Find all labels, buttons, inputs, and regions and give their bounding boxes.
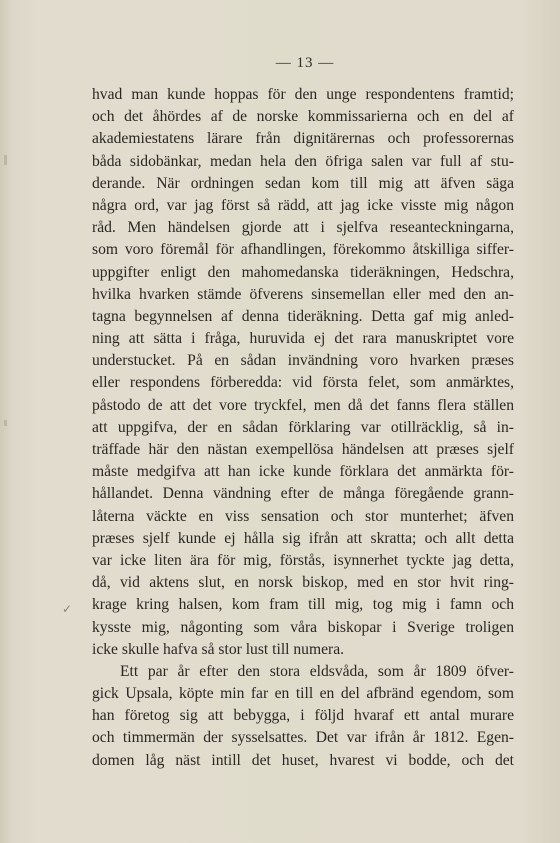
text-line: understucket. På en sådan invändning voro hvarken præses [92, 352, 514, 370]
text-line: han företog sig att bebygga, i följd hvaraf ett antal murare [92, 707, 514, 725]
text-line: och det åhördes af de norske kommissarierna och en del af [92, 108, 514, 126]
text-line: ning att sätta i fråga, huruvida ej det rara manuskriptet vore [92, 330, 514, 348]
text-line: domen låg näst intill det huset, hvarest vi bodde, och det [92, 751, 514, 769]
text-line: uppgifter enligt den mahomedanska tideräkningen, Hedschra, [92, 263, 514, 281]
page-number: — 13 — [275, 55, 335, 71]
text-line: tagna begynnelsen af denna tideräkning. Detta gaf mig anled- [92, 307, 514, 325]
text-line: krage kring halsen, kom fram till mig, tog mig i famn och [92, 596, 514, 614]
text-line: påstodo de att det vore tryckfel, men då det fanns flera ställen [92, 396, 514, 414]
text-line: och timmermän der sysselsattes. Det var ifrån år 1812. Egen- [92, 729, 514, 747]
text-line: träffade här den nästan exempellösa händelsen att præses sjelf [92, 441, 514, 458]
text-line: råd. Men händelsen gjorde att i sjelfva reseanteckningarna, [92, 219, 514, 237]
text-line: præses sjelf kunde ej hålla sig ifrån att skratta; och allt detta [92, 529, 514, 547]
text-line: hållandet. Denna vändning efter de många föregående grann- [92, 485, 514, 503]
text-line: några ord, var jag först så rädd, att jag icke visste mig någon [92, 196, 514, 214]
text-line: gick Upsala, köpte min far en till en del afbränd egendom, som [92, 685, 514, 703]
margin-pencil-mark: ✓ [62, 602, 73, 616]
text-line: då, vid aktens slut, en norsk biskop, med en stor hvit ring- [92, 574, 514, 592]
text-line: var icke liten ära för mig, förstås, isynnerhet tyckte jag detta, [92, 551, 514, 569]
text-line: hvad man kunde hoppas för den unge respondentens framtid; [92, 86, 514, 103]
text-line: Ett par år efter den stora eldsvåda, som år 1809 öfver- [120, 662, 514, 680]
text-line: hvilka hvarken stämde öfverens sinsemellan eller med den an- [92, 285, 514, 303]
text-line: att uppgifva, der en sådan förklaring var otillräcklig, så in- [92, 418, 514, 436]
text-line: eller respondens förberedda: vid första felet, som anmärktes, [92, 374, 514, 392]
text-line: som voro föremål för afhandlingen, förekommo åtskilliga siffer- [92, 241, 514, 259]
text-line: kysste mig, någonting som våra biskopar i Sverige troligen [92, 618, 514, 636]
page-edge-mark [4, 420, 7, 426]
paragraph-1 [92, 84, 514, 661]
text-line: derande. När ordningen sedan kom till mig att äfven säga [92, 174, 514, 192]
text-line: båda sidobänkar, medan hela den öfriga salen var full af stu- [92, 152, 514, 170]
text-line: icke skulle hafva så stor lust till numera. [92, 640, 345, 658]
page-edge-mark [4, 155, 7, 165]
text-line: måste medgifva att han icke kunde förklara det anmärkta för- [92, 463, 514, 481]
paragraph-2 [92, 661, 514, 772]
text-line: låterna väckte en viss sensation och stor munterhet; äfven [92, 507, 514, 525]
text-line: akademiestatens lärare från dignitärernas och professorernas [92, 130, 514, 148]
body-text [92, 84, 514, 772]
